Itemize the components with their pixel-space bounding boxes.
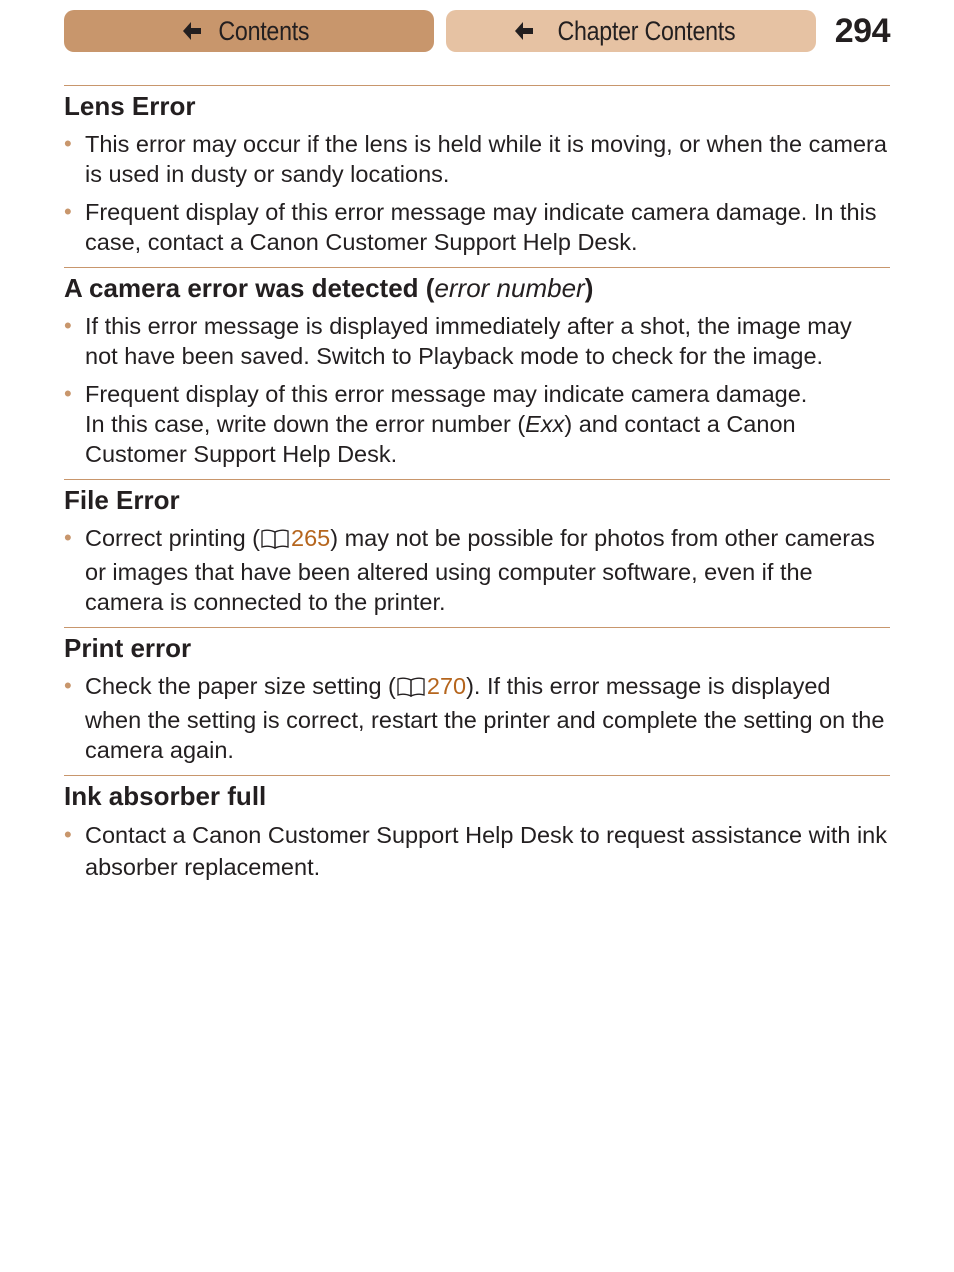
bullet-icon: •: [64, 131, 72, 156]
bullet-icon: •: [64, 313, 72, 338]
section-title: Ink absorber full: [64, 781, 267, 811]
section-lens-error: [64, 85, 890, 267]
list-item: [64, 311, 890, 371]
page-reference-number: 270: [426, 673, 467, 699]
item-text-before: Check the paper size setting (: [85, 673, 396, 699]
bullet-list: [64, 819, 890, 883]
page-content: [64, 85, 890, 893]
section-title: Lens Error: [64, 91, 196, 121]
contents-label: Contents: [218, 15, 310, 46]
item-text: Contact a Canon Customer Support Help Desk to request assistance with ink absorber replacement.: [85, 822, 888, 880]
bullet-icon: •: [64, 381, 72, 406]
list-item: [64, 819, 890, 883]
book-icon: [396, 675, 426, 705]
item-text: If this error message is displayed immediately after a shot, the image may not have been saved. Switch to Playback mode to check for the image.: [85, 313, 852, 369]
item-text-line1: Frequent display of this error message may indicate camera damage.: [85, 381, 808, 407]
list-item: [64, 379, 890, 469]
bullet-list: [64, 523, 890, 617]
list-item: [64, 129, 890, 189]
arrow-left-icon: [513, 20, 535, 42]
item-text-line2-start: In this case, write down the error number (: [85, 411, 526, 437]
contents-button[interactable]: [64, 10, 434, 52]
bullet-icon: •: [64, 822, 72, 847]
page-number: 294: [834, 12, 890, 50]
list-item: [64, 671, 890, 765]
title-end: ): [584, 273, 594, 303]
item-text-line2-end: ) and contact a Canon Customer Support Help Desk.: [85, 411, 796, 467]
item-text-after: ) may not be possible for photos from other cameras or images that have been altered using computer software, even if the camera is connected to the printer.: [85, 525, 875, 615]
list-item: [64, 523, 890, 617]
page-reference-number: 265: [291, 525, 331, 551]
title-italic: error number: [434, 273, 585, 303]
error-code: Exx: [525, 411, 565, 437]
section-ink-absorber-full: [64, 775, 890, 893]
section-print-error: [64, 627, 890, 775]
bullet-list: [64, 129, 890, 257]
section-title: File Error: [64, 485, 180, 515]
title-main: A camera error was detected (: [64, 273, 435, 303]
section-title: Print error: [64, 633, 192, 663]
bullet-icon: •: [64, 199, 72, 224]
chapter-contents-label: Chapter Contents: [557, 15, 735, 46]
list-item: [64, 197, 890, 257]
section-file-error: [64, 479, 890, 627]
bullet-icon: •: [64, 525, 72, 550]
item-text: This error may occur if the lens is held while it is moving, or when the camera is used in dusty or sandy locations.: [85, 131, 887, 187]
bullet-list: [64, 311, 890, 469]
bullet-icon: •: [64, 673, 72, 698]
section-camera-error: [64, 267, 890, 479]
page-reference-link[interactable]: [396, 673, 466, 699]
bullet-list: [64, 671, 890, 765]
item-text: Frequent display of this error message may indicate camera damage. In this case, contact a Canon Customer Support Help Desk.: [85, 199, 877, 255]
book-icon: [260, 527, 290, 557]
page-reference-link[interactable]: [260, 525, 330, 551]
item-text-after: ). If this error message is displayed when the setting is correct, restart the printer and complete the setting on the camera again.: [85, 673, 885, 763]
arrow-left-icon: [181, 20, 203, 42]
section-title: [64, 272, 890, 304]
item-text-before: Correct printing (: [85, 525, 260, 551]
chapter-contents-button[interactable]: [446, 10, 816, 52]
